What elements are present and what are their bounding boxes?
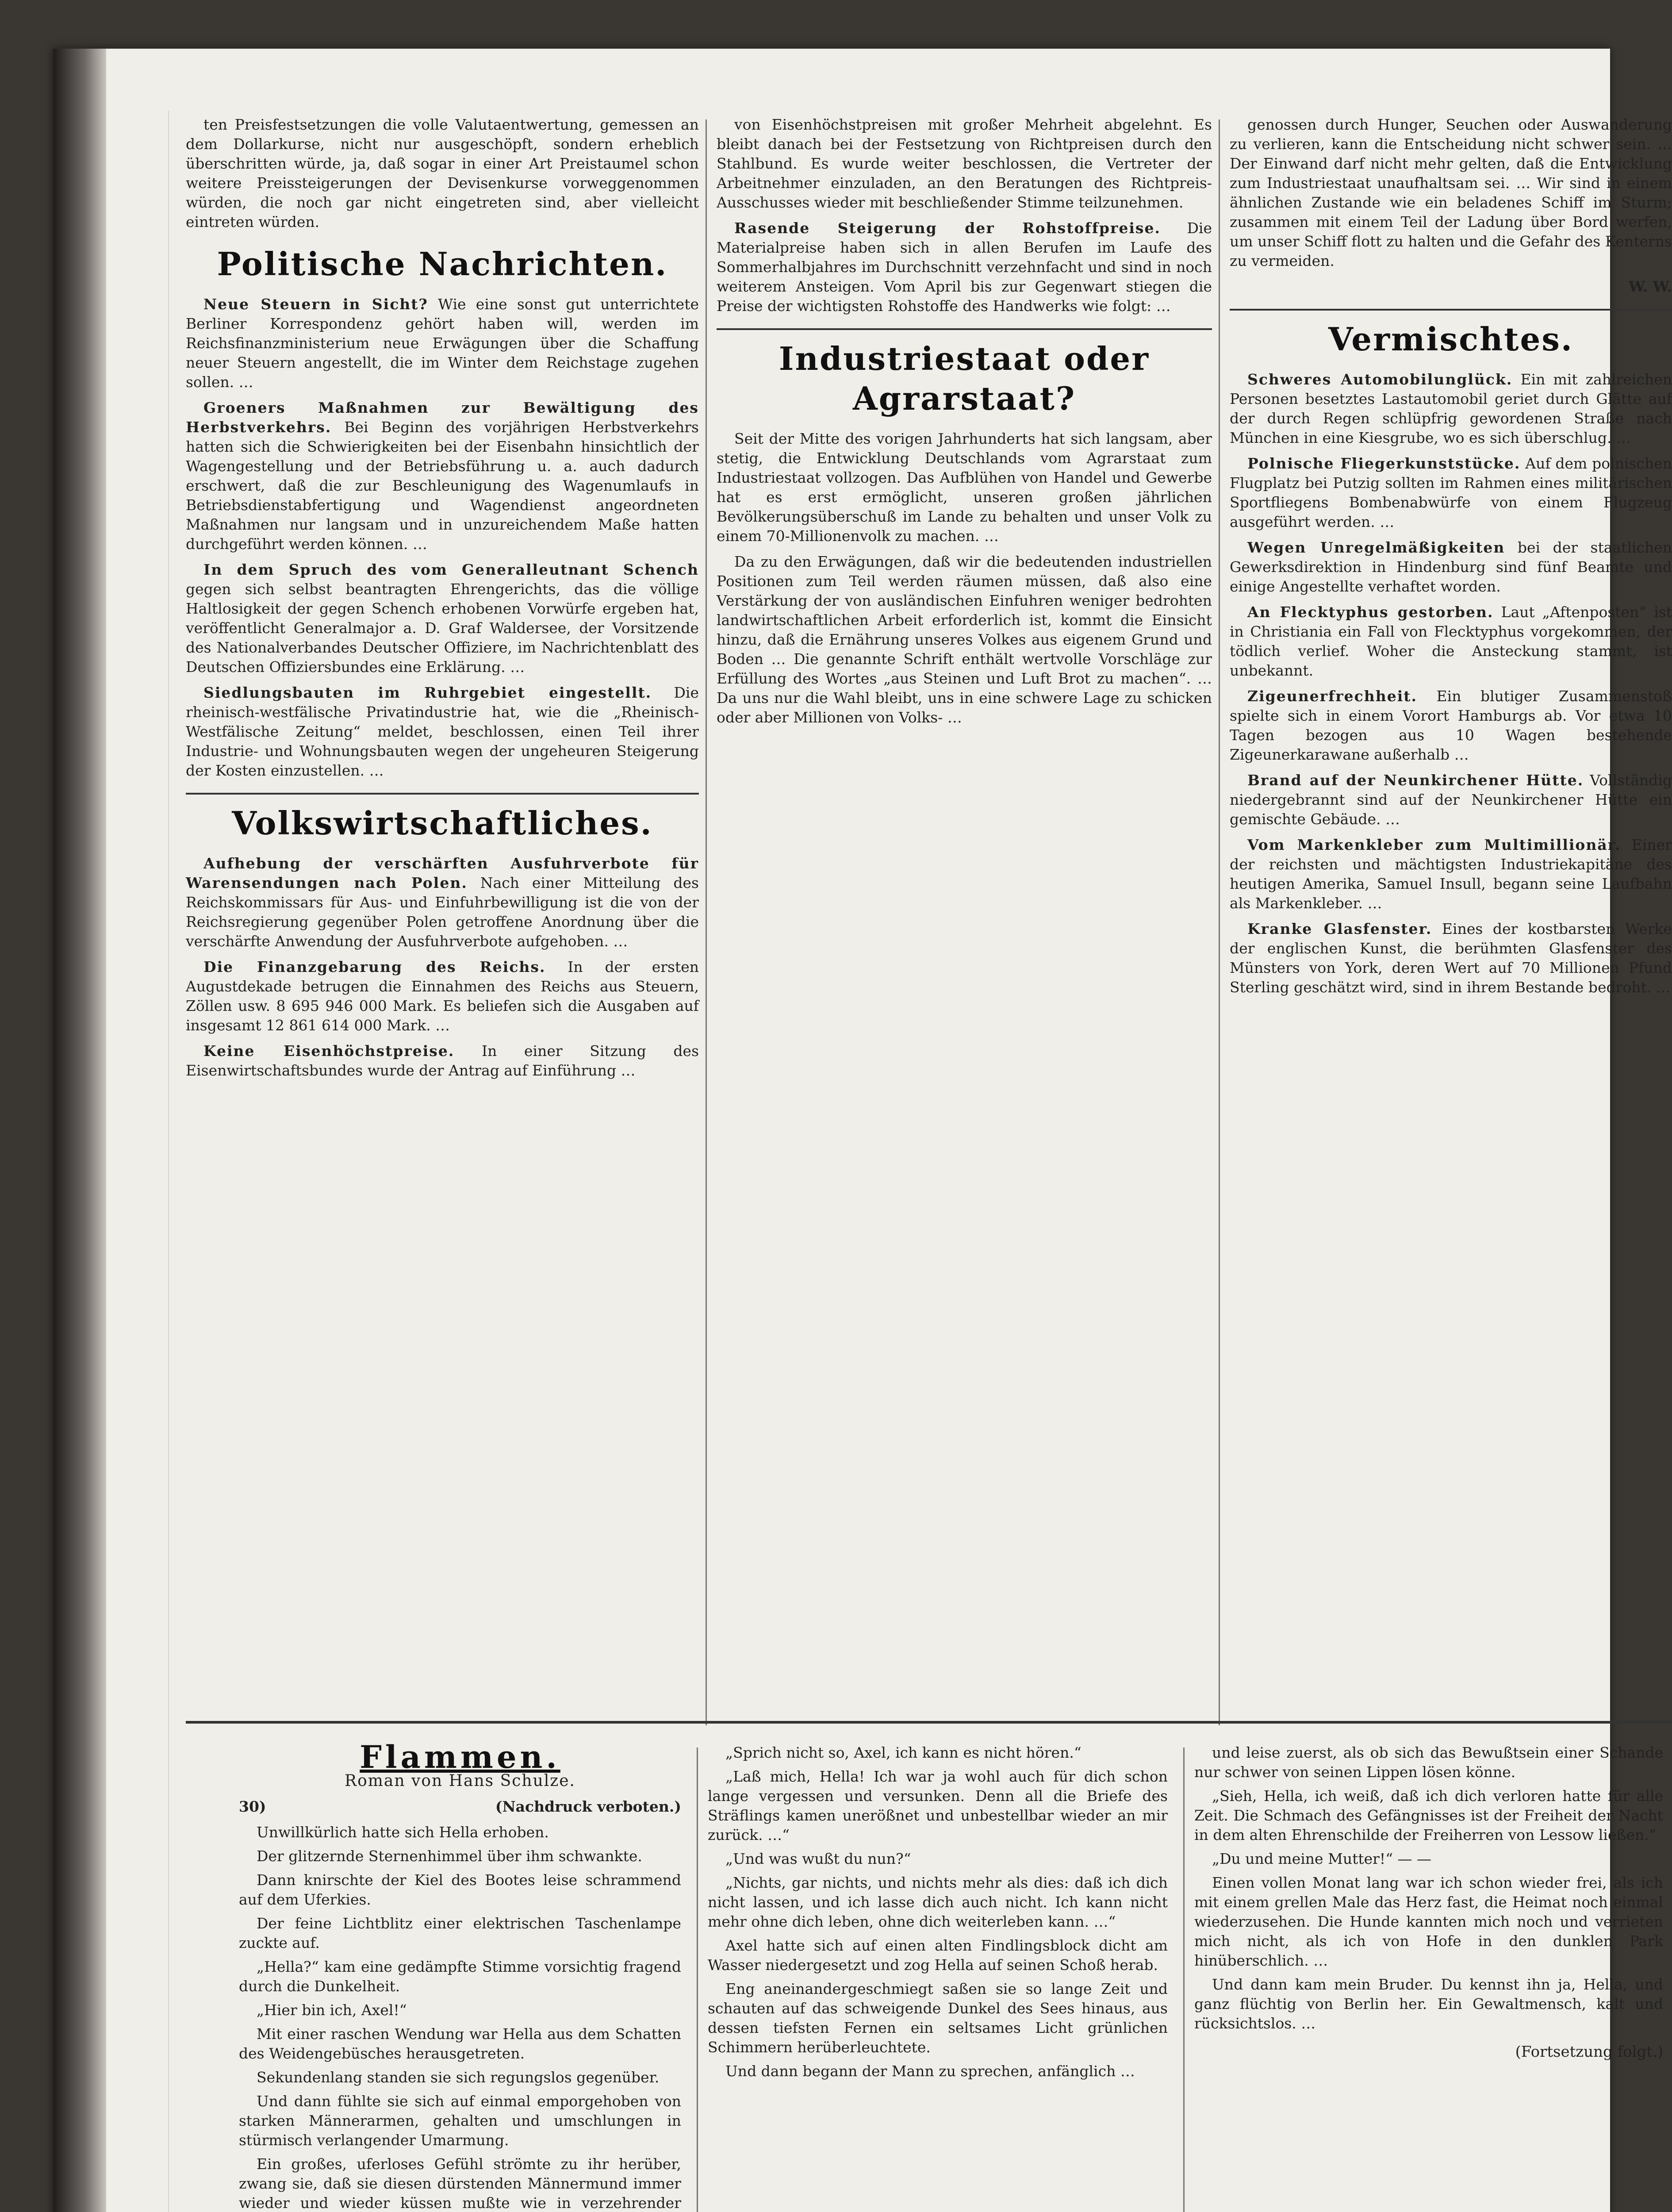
article-text: In einer Sitzung des Eisenwirtschaftsbundes wurde der Antrag auf Einführung … bbox=[186, 1042, 699, 1079]
article-lead: Keine Eisenhöchstpreise. bbox=[203, 1042, 455, 1060]
col1-intro: ten Preisfestsetzungen die volle Valutaentwertung, gemessen an dem Dollarkurse, nicht nur ausgeschöpft, sondern erheblich überschritten würde, ja, daß sogar in einer Art Preistaumel schon weitere Preissteigerungen der Devisenkurse vorweggenommen würden, die noch gar nicht eingetreten sind, aber vielleicht eintreten würden. bbox=[186, 116, 699, 230]
novel-paragraph: „Sprich nicht so, Axel, ich kann es nicht hören.“ bbox=[725, 1744, 1081, 1761]
novel-paragraph: „Laß mich, Hella! Ich war ja wohl auch für dich schon lange vergessen und versunken. Denn all die Briefe des Sträflings kamen unerößnet und unbestellbar wieder an mir zurück. …“ bbox=[708, 1768, 1168, 1843]
article bbox=[186, 683, 699, 780]
article-text: Eines der kostbarsten Werke der englischen Kunst, die berühmten Glasfenster des Münsters von York, deren Wert auf 70 Millionen Pfund Sterling geschätzt wird, sind in ihrem Bestande bedroht. … bbox=[1230, 920, 1672, 996]
copyright-notice: (Nachdruck verboten.) bbox=[495, 1798, 681, 1815]
heading-politische-nachrichten: Politische Nachrichten. bbox=[217, 245, 668, 283]
col2-intro: von Eisenhöchstpreisen mit großer Mehrheit abgelehnt. Es bleibt danach bei der Festsetzung von Richtpreisen durch den Stahlbund. Es wurde weiter beschlossen, die Vertreter der Arbeitnehmer einzuladen, an den Beratungen des Richtpreis-Ausschusses wieder mit beschließender Stimme teilzunehmen. bbox=[717, 116, 1212, 211]
binding-shadow bbox=[53, 49, 106, 2212]
article bbox=[186, 957, 699, 1035]
feuilleton-column-1 bbox=[239, 1739, 681, 2212]
article bbox=[1230, 370, 1672, 448]
novel-paragraph: und leise zuerst, als ob sich das Bewußtsein einer Schande nur schwer von seinen Lippen lösen könne. bbox=[1194, 1744, 1663, 1781]
column-divider bbox=[697, 1747, 698, 2212]
novel-paragraph: Sekundenlang standen sie sich regungslos gegenüber. bbox=[257, 2069, 660, 2086]
paragraph: Da zu den Erwägungen, daß wir die bedeutenden industriellen Positionen zum Teil werden räumen müssen, daß also eine Verstärkung der von ausländischen Einfuhren weniger bedrohten landwirtschaftlichen Arbeit erforderlich ist, kommt die Einsicht hinzu, daß die Ernährung unseres Volkes aus eigenem Grund und Boden … Die genannte Schrift enthält wertvolle Vorschläge zur Erfüllung des Wortes „aus Steinen und Luft Brot zu machen“. … Da uns nur die Wahl bleibt, uns in eine schwere Lage zu schicken oder aber Millionen von Volks- … bbox=[717, 553, 1212, 726]
article-text: Nach einer Mitteilung des Reichskommissars für Aus- und Einfuhrbewilligung ist die von der Reichsregierung gegenüber Polen getroffene Anordnung über die verschärfte Anwendung der Ausfuhrverbote aufgehoben. … bbox=[186, 874, 699, 950]
article-text: gegen sich selbst beantragten Ehrengerichts, das die völlige Haltlosigkeit der gegen Schench erhobenen Vorwürfe ergeben hat, veröffentlicht Generalmajor a. D. Graf Waldersee, der Vorsitzende des Nationalverbandes Deutscher Offiziere, im Nachrichtenblatt des Deutschen Offiziersbundes eine Erklärung. … bbox=[186, 580, 699, 676]
article-lead: Schweres Automobilunglück. bbox=[1247, 371, 1513, 388]
article-text: Laut „Aftenposten“ ist in Christiania ein Fall von Flecktyphus vorgekommen, der tödlich verlief. Woher die Ansteckung stammt, ist unbekannt. bbox=[1230, 603, 1672, 679]
novel-paragraph: Der glitzernde Sternenhimmel über ihm schwankte. bbox=[257, 1847, 642, 1865]
heading-industriestaat: Industriestaat oder Agrarstaat? bbox=[717, 328, 1212, 419]
feuilleton-divider bbox=[186, 1721, 1672, 1724]
novel-paragraph: Unwillkürlich hatte sich Hella erhoben. bbox=[257, 1824, 549, 1841]
article-text: Auf dem polnischen Flugplatz bei Putzig sollten im Rahmen eines militärischen Sportfliegens Bombenabwürfe von einem Flugzeug ausgeführt werden. … bbox=[1230, 455, 1672, 530]
novel-paragraph: „Hier bin ich, Axel!“ bbox=[257, 2001, 407, 2019]
installment-number: 30) bbox=[239, 1798, 266, 1815]
article-text: Ein blutiger Zusammenstoß spielte sich in einem Vorort Hamburgs ab. Vor etwa 10 Tagen bezogen aus 10 Wagen bestehende Zigeunerkarawane außerhalb … bbox=[1230, 687, 1672, 763]
novel-paragraph: Und dann fühlte sie sich auf einmal emporgehoben von starken Männerarmen, gehalten und umschlungen in stürmisch verlangender Umarmung. bbox=[239, 2093, 681, 2149]
column-divider bbox=[1219, 119, 1220, 1725]
article-lead: Siedlungsbauten im Ruhrgebiet eingestellt. bbox=[203, 684, 652, 701]
article-lead: Neue Steuern in Sicht? bbox=[203, 296, 428, 313]
novel-paragraph: Und dann kam mein Bruder. Du kennst ihn ja, Hella, und ganz flüchtig von Berlin her. Ein Gewaltmensch, kalt und rücksichtslos. … bbox=[1194, 1976, 1663, 2032]
column-2 bbox=[717, 115, 1212, 1708]
article-text: Einer der reichsten und mächtigsten Industriekapitäne des heutigen Amerika, Samuel Insull, begann seine Laufbahn als Markenkleber. … bbox=[1230, 836, 1672, 912]
novel-paragraph: Eng aneinandergeschmiegt saßen sie so lange Zeit und schauten auf das schweigende Dunkel des Sees hinaus, aus dessen tiefsten Fernen ein seltsames Licht grünlichen Schimmern herüberleuchtete. bbox=[708, 1980, 1168, 2056]
novel-paragraph: „Du und meine Mutter!“ — — bbox=[1212, 1850, 1432, 1867]
article bbox=[1230, 835, 1672, 913]
author-signature: W. W. bbox=[1628, 278, 1672, 295]
article bbox=[186, 295, 699, 392]
novel-paragraph: „Hella?“ kam eine gedämpfte Stimme vorsichtig fragend durch die Dunkelheit. bbox=[239, 1958, 681, 1995]
article-lead: Polnische Fliegerkunststücke. bbox=[1247, 455, 1521, 472]
article bbox=[1230, 771, 1672, 829]
continued-note: (Fortsetzung folgt.) bbox=[1515, 2043, 1663, 2061]
article-lead: Vom Markenkleber zum Multimillionär. bbox=[1247, 836, 1621, 853]
article-text: Vollständig niedergebrannt sind auf der Neunkirchener Hütte ein gemischte Gebäude. … bbox=[1230, 772, 1672, 828]
article-text: Die Materialpreise haben sich in allen Berufen im Laufe des Sommerhalbjahres im Durchschnitt verzehnfacht und sind in noch weiterem Ansteigen. Vom April bis zur Gegenwart stiegen die Preise der wichtigsten Rohstoffe des Handwerks wie folgt: … bbox=[717, 219, 1212, 315]
novel-paragraph: Und dann begann der Mann zu sprechen, anfänglich … bbox=[725, 2062, 1135, 2080]
novel-paragraph: „Sieh, Hella, ich weiß, daß ich dich verloren hatte für alle Zeit. Die Schmach des Gefängnisses ist der Freiheit der Nacht in dem alten Ehrenschilde der Freiherren von Lessow ließen.“ bbox=[1194, 1787, 1663, 1843]
novel-author: Roman von Hans Schulze. bbox=[344, 1772, 576, 1790]
article-lead: Brand auf der Neunkirchener Hütte. bbox=[1247, 772, 1584, 789]
article-lead: An Flecktyphus gestorben. bbox=[1247, 603, 1494, 621]
article-text: Ein mit zahlreichen Personen besetztes Lastautomobil geriet durch Glätte auf der durch Regen schlüpfrig gewordenen Straße nach München in eine Kiesgrube, wo es sich überschlug. … bbox=[1230, 371, 1672, 446]
article-text: bei der staatlichen Gewerksdirektion in Hindenburg sind fünf Beamte und einige Angestellte verhaftet worden. bbox=[1230, 539, 1672, 595]
col3-intro: genossen durch Hunger, Seuchen oder Auswanderung zu verlieren, kann die Entscheidung nicht schwer sein. … Der Einwand darf nicht mehr gelten, daß die Entwicklung zum Industriestaat unaufhaltsam sei. … Wir sind in einem ähnlichen Zustande wie ein beladenes Schiff im Sturm; zusammen mit einem Teil der Ladung über Bord werfen, um unser Schiff flott zu halten und die Gefahr des Kenterns zu vermeiden. bbox=[1230, 116, 1672, 269]
article-lead: Aufhebung der verschärften Ausfuhrverbote für Warensendungen nach Polen. bbox=[186, 855, 699, 891]
article bbox=[1230, 454, 1672, 532]
paragraph: Seit der Mitte des vorigen Jahrhunderts hat sich langsam, aber stetig, die Entwicklung Deutschlands vom Agrarstaat zum Industriestaat vollzogen. Das Aufblühen von Handel und Gewerbe hat es erst ermöglicht, unseren großen jährlichen Bevölkerungsüberschuß im Lande zu behalten und unser Volk zu einem 70-Millionenvolk zu machen. … bbox=[717, 430, 1212, 545]
article-lead: Rasende Steigerung der Rohstoffpreise. bbox=[734, 219, 1161, 237]
novel-paragraph: Mit einer raschen Wendung war Hella aus dem Schatten des Weidengebüsches herausgetreten. bbox=[239, 2025, 681, 2062]
article bbox=[186, 398, 699, 554]
installment-row bbox=[239, 1797, 681, 1816]
novel-paragraph: Einen vollen Monat lang war ich schon wieder frei, als ich mit einem grellen Male das Herz fast, die Heimat noch einmal wiederzusehen. Die Hunde kannten mich noch und verrieten mich nicht, als ich von Hofe in den dunklen Park hinüberschlich. … bbox=[1194, 1874, 1663, 1969]
column-3 bbox=[1230, 115, 1672, 1708]
heading-volkswirtschaftliches: Volkswirtschaftliches. bbox=[186, 793, 699, 843]
column-divider bbox=[1183, 1747, 1185, 2212]
column-divider bbox=[706, 119, 707, 1725]
article-text: In der ersten Augustdekade betrugen die Einnahmen des Reichs aus Steuern, Zöllen usw. 8 695 946 000 Mark. Es beliefen sich die Ausgaben auf insgesamt 12 861 614 000 Mark. … bbox=[186, 958, 699, 1034]
article-lead: Groeners Maßnahmen zur Bewältigung des Herbstverkehrs. bbox=[186, 399, 699, 436]
feuilleton-column-3 bbox=[1194, 1743, 1663, 2212]
newspaper-page bbox=[53, 49, 1672, 2212]
article-text: Wie eine sonst gut unterrichtete Berliner Korrespondenz gehört haben will, werden im Reichsfinanzministerium neue Erwägungen über die Schaffung neuer Steuern angestellt, die im Winter dem Reichstage zugehen sollen. … bbox=[186, 296, 699, 391]
novel-title: Flammen. bbox=[360, 1739, 560, 1775]
article bbox=[1230, 538, 1672, 596]
novel-paragraph: Der feine Lichtblitz einer elektrischen Taschenlampe zuckte auf. bbox=[239, 1915, 681, 1951]
heading-vermischtes: Vermischtes. bbox=[1230, 309, 1672, 359]
article bbox=[1230, 603, 1672, 680]
novel-paragraph: Ein großes, uferloses Gefühl strömte zu ihr herüber, zwang sie, daß sie diesen dürstenden Männermund immer wieder und wieder küssen mußte wie in verzehrender bbox=[239, 2155, 681, 2212]
article bbox=[186, 560, 699, 677]
novel-paragraph: „Und was wußt du nun?“ bbox=[725, 1850, 911, 1867]
novel-paragraph: „Nichts, gar nichts, und nichts mehr als dies: daß ich dich nicht lassen, und ich lasse dich auch nicht. Ich kann nicht mehr ohne dich leben, ohne dich weiterleben kann. …“ bbox=[708, 1874, 1168, 1930]
article-lead: Zigeunerfrechheit. bbox=[1247, 687, 1417, 705]
article bbox=[186, 854, 699, 951]
article-text: Die rheinisch-westfälische Privatindustrie hat, wie die „Rheinisch-Westfälische Zeitung“ meldet, beschlossen, einen Teil ihrer Industrie- und Wohnungsbauten wegen der ungeheuren Steigerung der Kosten einzustellen. … bbox=[186, 684, 699, 779]
column-1 bbox=[186, 115, 699, 1708]
article-text: Bei Beginn des vorjährigen Herbstverkehrs hatten sich die Schwierigkeiten bei der Eisenbahn hinsichtlich der Wagengestellung und der Betriebsführung u. a. auch dadurch erschwert, daß die zur Beschleunigung des Wagenumlaufs in Betriebsdienstabfertigung und Wagendienst angeordneten Maßnahmen nur langsam und in unzureichendem Maße hatten durchgeführt werden können. … bbox=[186, 419, 699, 553]
novel-paragraph: Axel hatte sich auf einen alten Findlingsblock dicht am Wasser niedergesetzt und zog Hella auf seinen Schoß herab. bbox=[708, 1937, 1168, 1974]
article bbox=[717, 219, 1212, 316]
article bbox=[1230, 919, 1672, 997]
article-lead: In dem Spruch des vom Generalleutnant Schench bbox=[203, 561, 699, 578]
novel-paragraph: Dann knirschte der Kiel des Bootes leise schrammend auf dem Uferkies. bbox=[239, 1871, 681, 1908]
margin-line bbox=[168, 111, 169, 2212]
feuilleton-column-2 bbox=[708, 1743, 1168, 2212]
article-lead: Kranke Glasfenster. bbox=[1247, 920, 1432, 937]
article bbox=[1230, 687, 1672, 764]
article bbox=[186, 1041, 699, 1080]
article-lead: Die Finanzgebarung des Reichs. bbox=[203, 958, 546, 975]
article-lead: Wegen Unregelmäßigkeiten bbox=[1247, 539, 1505, 556]
